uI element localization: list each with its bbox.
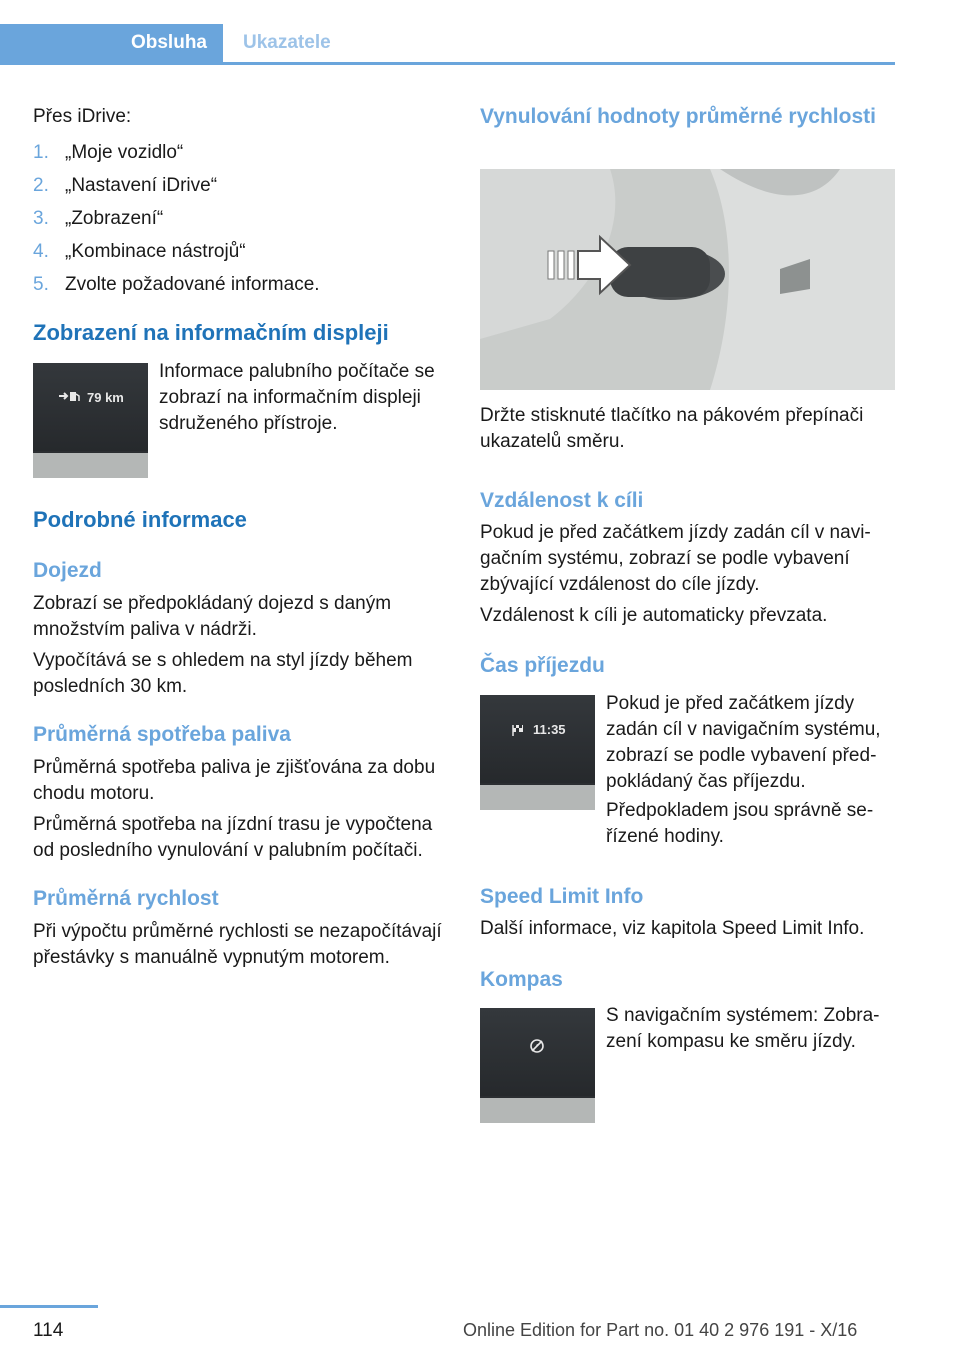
list-item (33, 272, 453, 305)
step-number: 3. (33, 208, 49, 229)
consumption-paragraph-2: Průměrná spotřeba na jízdní trasu je vypočtena od posledního vynulování v palubním počítači. (33, 814, 433, 861)
step-text: „Moje vozidlo“ (65, 142, 184, 163)
arrival-reading: 11:35 (533, 722, 566, 737)
range-paragraph-1: Zobrazí se předpokládaný dojezd s daným množstvím paliva v nádrži. (33, 593, 392, 640)
sli-heading: Speed Limit Info (480, 885, 644, 908)
step-text: „Nastavení iDrive“ (65, 175, 218, 196)
step-number: 1. (33, 142, 49, 163)
range-fuel-icon (59, 390, 81, 405)
range-display-image (33, 363, 148, 478)
compass-display-image (480, 1008, 595, 1123)
step-text: „Kombinace nástrojů“ (65, 241, 246, 262)
steps-list (33, 140, 453, 305)
edition-note: Online Edition for Part no. 01 40 2 976 191 - X/16 (463, 1320, 858, 1340)
range-heading: Dojezd (33, 559, 102, 582)
arrival-heading: Čas příjezdu (480, 654, 605, 677)
display-bezel (480, 1098, 595, 1123)
arrival-display-image (480, 695, 595, 810)
flag-icon (512, 723, 524, 741)
tab-ukazatele[interactable]: Ukazatele (243, 32, 331, 53)
compass-heading: Kompas (480, 968, 563, 991)
distance-paragraph-1: Pokud je před začátkem jízdy zadán cíl v navigačním systému, zobrazí se podle vybavení zbývající vzdálenost do cíle jízdy. (480, 522, 871, 595)
list-item (33, 239, 453, 272)
intro-text: Přes iDrive: (33, 106, 132, 127)
detail-heading: Podrobné informace (33, 507, 247, 532)
arrival-paragraph-2: Předpokladem jsou správně seřízené hodiny. (606, 800, 874, 847)
reset-heading: Vynulování hodnoty průměrné rychlosti (480, 105, 876, 128)
footer-line (0, 1305, 98, 1308)
sli-text: Další informace, viz kapitola Speed Limit Info. (480, 918, 865, 939)
compass-icon (529, 1038, 545, 1059)
step-text: „Zobrazení“ (65, 208, 164, 229)
compass-text: S navigačním systémem: Zobrazení kompasu ke směru jízdy. (606, 1005, 880, 1052)
display-screen (33, 363, 148, 451)
display-bezel (480, 785, 595, 810)
step-text: Zvolte požadované informace. (65, 274, 320, 295)
tab-obsluha[interactable]: Obsluha (0, 24, 223, 62)
display-bezel (33, 453, 148, 478)
reset-text: Držte stisknuté tlačítko na pákovém přepínači ukazatelů směru. (480, 405, 864, 452)
range-reading: 79 km (87, 390, 124, 405)
turn-signal-stalk-photo (480, 169, 895, 390)
consumption-heading: Průměrná spotřeba paliva (33, 723, 291, 746)
list-item (33, 206, 453, 239)
step-number: 4. (33, 241, 49, 262)
display-heading: Zobrazení na informačním displeji (33, 320, 389, 345)
speed-heading: Průměrná rychlost (33, 887, 219, 910)
distance-heading: Vzdálenost k cíli (480, 489, 644, 512)
list-item (33, 140, 453, 173)
distance-paragraph-2: Vzdálenost k cíli je automaticky převzata. (480, 605, 828, 626)
step-number: 5. (33, 274, 49, 295)
speed-paragraph: Při výpočtu průměrné rychlosti se nezapočítávají přestávky s manuálně vypnutým motorem. (33, 921, 442, 968)
list-item (33, 173, 453, 206)
display-screen (480, 695, 595, 783)
page-number: 114 (33, 1320, 64, 1341)
arrival-paragraph-2a (606, 798, 896, 850)
arrival-paragraph-1: Pokud je před začátkem jízdy zadán cíl v navigačním systému, zobrazí se podle vybavení předpokládaný čas příjezdu. (606, 693, 881, 792)
range-paragraph-2: Vypočítává se s ohledem na styl jízdy během posledních 30 km. (33, 650, 413, 697)
display-text: Informace palubního počítače se zobrazí na informačním displeji sdruženého přístroje. (159, 361, 435, 434)
step-number: 2. (33, 175, 49, 196)
consumption-paragraph-1: Průměrná spotřeba paliva je zjišťována za dobu chodu motoru. (33, 757, 436, 804)
